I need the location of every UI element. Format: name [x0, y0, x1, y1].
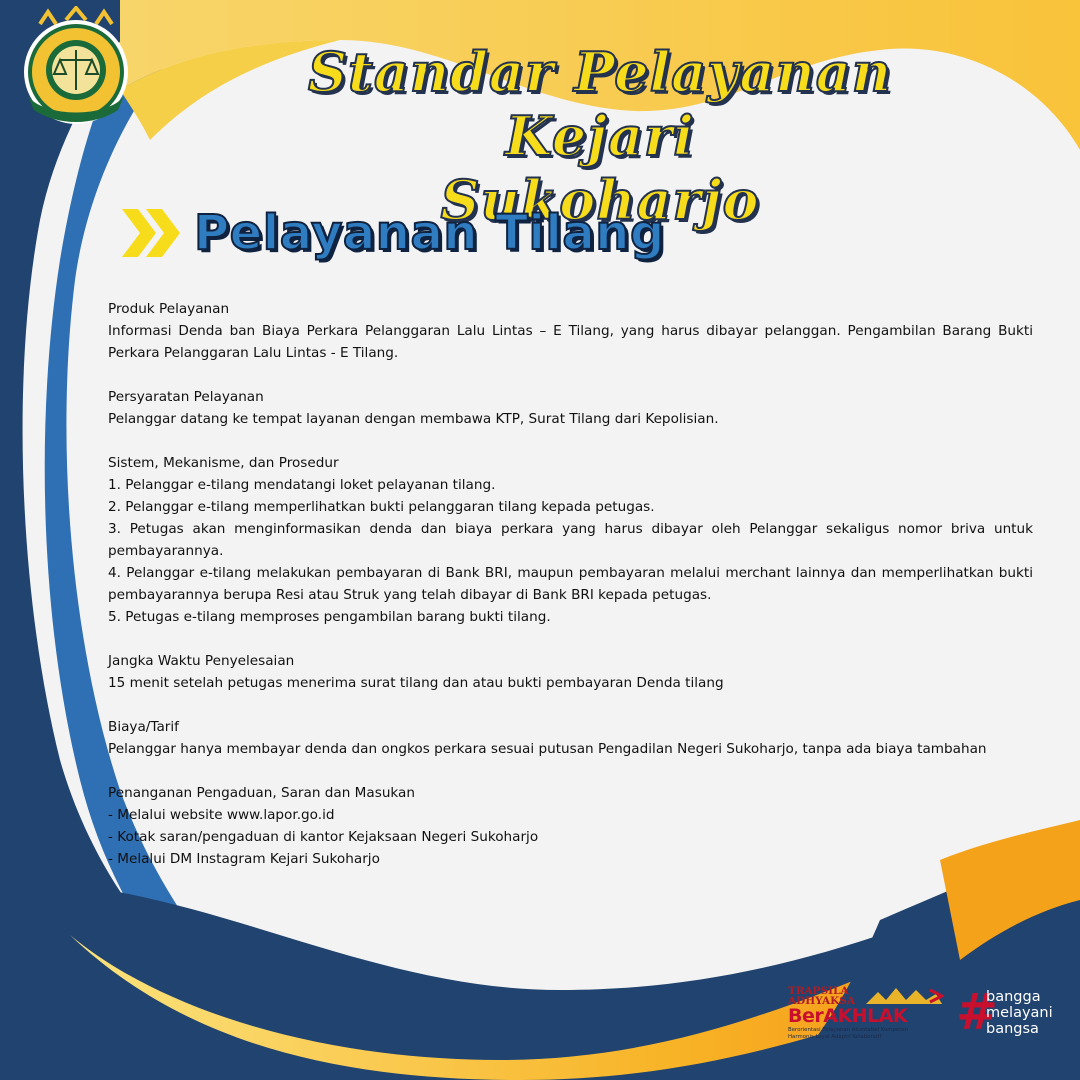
sistem-heading: Sistem, Mekanisme, dan Prosedur — [108, 455, 339, 471]
sistem-step: 3. Petugas akan menginformasikan denda dan biaya perkara yang harus dibayar oleh Pelanggar sekaligus nomor briva untuk pembayarannya. — [108, 521, 1033, 559]
biaya-block — [108, 716, 1033, 760]
pengaduan-item: - Melalui DM Instagram Kejari Sukoharjo — [108, 851, 380, 867]
hashtag-symbol: # — [956, 983, 998, 1041]
pengaduan-item: - Melalui website www.lapor.go.id — [108, 807, 335, 823]
pengaduan-heading: Penanganan Pengaduan, Saran dan Masukan — [108, 785, 416, 801]
produk-text: Informasi Denda ban Biaya Perkara Pelanggaran Lalu Lintas – E Tilang, yang harus dibayar pelanggan. Pengambilan Barang Bukti Perkara Pelanggaran Lalu Lintas - E Tilang. — [108, 323, 1033, 361]
sistem-step: 2. Pelanggar e-tilang memperlihatkan bukti pelanggaran tilang kepada petugas. — [108, 499, 655, 515]
jangka-text: 15 menit setelah petugas menerima surat tilang dan atau bukti pembayaran Denda tilang — [108, 675, 724, 691]
berakhlak-values-1: Berorientasi Pelayanan Akuntabel Kompeten — [788, 1027, 909, 1033]
sistem-step: 1. Pelanggar e-tilang mendatangi loket pelayanan tilang. — [108, 477, 496, 493]
sistem-step: 4. Pelanggar e-tilang melakukan pembayaran di Bank BRI, maupun pembayaran melalui merchant lainnya dan memperlihatkan bukti pembayarannya berupa Resi atau Struk yang telah dibayar di Bank BRI kepada petugas. — [108, 565, 1033, 603]
bangga-melayani-logo — [956, 983, 1066, 1042]
persyaratan-block — [108, 386, 1033, 430]
service-content — [108, 298, 1033, 892]
trapsila-line-2: ADHYAKSA — [788, 995, 855, 1007]
pengaduan-item: - Kotak saran/pengaduan di kantor Kejaksaan Negeri Sukoharjo — [108, 829, 539, 845]
trapsila-text — [788, 986, 855, 1006]
bangsa-word: bangsa — [986, 1021, 1039, 1037]
produk-heading: Produk Pelayanan — [108, 301, 230, 317]
trapsila-line-1: TRAPSILA — [788, 985, 849, 997]
persyaratan-text: Pelanggar datang ke tempat layanan dengan membawa KTP, Surat Tilang dari Kepolisian. — [108, 411, 719, 427]
berakhlak-logo — [788, 986, 946, 1042]
crown-icon — [864, 986, 944, 1006]
persyaratan-heading: Persyaratan Pelayanan — [108, 389, 264, 405]
berakhlak-values-2: Harmonis Loyal Adaptif Kolaboratif — [788, 1034, 882, 1040]
jangka-heading: Jangka Waktu Penyelesaian — [108, 653, 295, 669]
sistem-block — [108, 452, 1033, 628]
double-chevron-right-icon — [118, 203, 186, 263]
title-line-2: Sukoharjo — [440, 168, 760, 232]
biaya-text: Pelanggar hanya membayar denda dan ongkos perkara sesuai putusan Pengadilan Negeri Sukoharjo, tanpa ada biaya tambahan — [108, 741, 987, 757]
bangga-word: bangga — [986, 989, 1041, 1005]
section-title: Pelayanan Tilang — [194, 205, 665, 261]
berakhlak-values — [788, 1027, 946, 1041]
pengaduan-block — [108, 782, 1033, 870]
produk-block — [108, 298, 1033, 364]
sistem-step: 5. Petugas e-tilang memproses pengambilan barang bukti tilang. — [108, 609, 551, 625]
jangka-block — [108, 650, 1033, 694]
berakhlak-brand: BerAKHLAK — [788, 1005, 908, 1027]
kejaksaan-logo — [14, 6, 138, 130]
biaya-heading: Biaya/Tarif — [108, 719, 179, 735]
melayani-word: melayani — [986, 1005, 1053, 1021]
section-header — [118, 198, 665, 268]
title-line-1: Standar Pelayanan Kejari — [307, 40, 893, 168]
